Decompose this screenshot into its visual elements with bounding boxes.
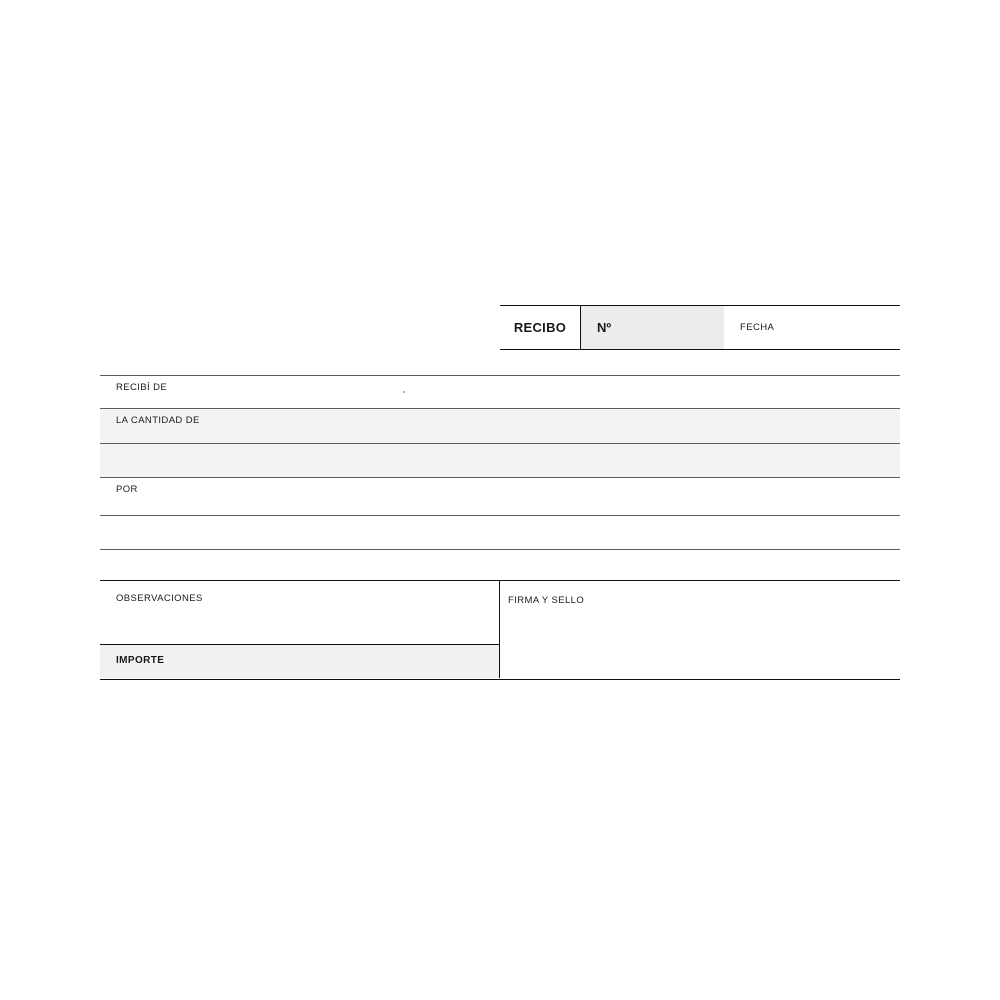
field-label-la-cantidad-de: LA CANTIDAD DE (116, 415, 200, 426)
ink-speck (403, 391, 405, 393)
receipt-number-label: Nº (597, 320, 612, 335)
page-title: RECIBO (513, 320, 567, 335)
observations-label: OBSERVACIONES (116, 593, 203, 604)
receipt-date-label: FECHA (740, 322, 775, 333)
observations-box[interactable] (100, 581, 500, 644)
field-row-blank-2[interactable] (100, 550, 900, 580)
signature-label: FIRMA Y SELLO (508, 595, 585, 606)
receipt-header (500, 305, 900, 350)
field-row-la-cantidad-de[interactable] (100, 409, 900, 444)
field-label-por: POR (116, 484, 138, 495)
receipt-footer (100, 580, 900, 680)
field-row-recibi-de[interactable] (100, 375, 900, 409)
field-row-cantidad-continuation[interactable] (100, 444, 900, 478)
amount-box[interactable] (100, 644, 500, 678)
receipt-number-cell[interactable] (580, 306, 724, 349)
amount-label: IMPORTE (116, 655, 165, 666)
signature-box[interactable] (500, 581, 900, 678)
field-row-por[interactable] (100, 478, 900, 516)
field-row-blank-1[interactable] (100, 516, 900, 550)
receipt-date-cell[interactable] (724, 306, 900, 349)
receipt-title-cell (500, 306, 580, 349)
receipt-document (100, 305, 900, 680)
field-label-recibi-de: RECIBÍ DE (116, 382, 168, 393)
